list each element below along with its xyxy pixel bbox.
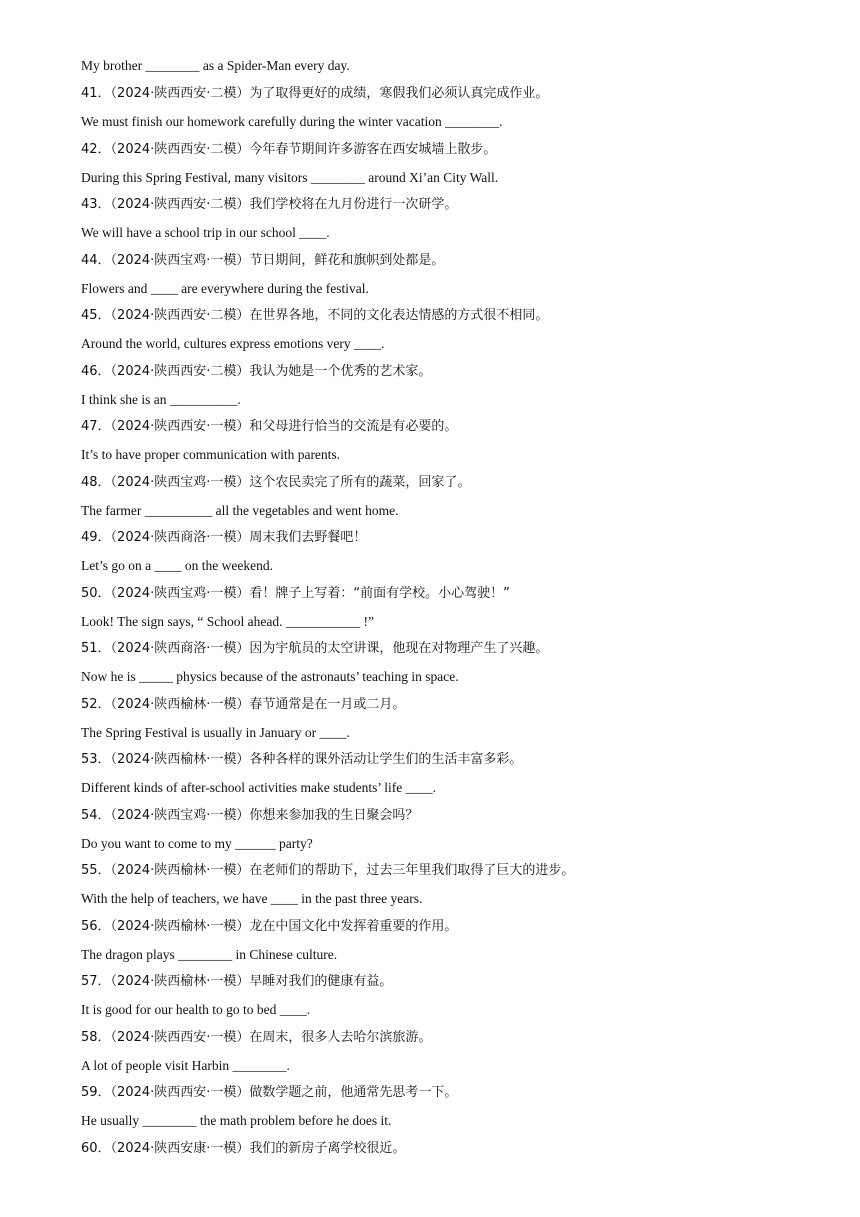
question-47-prompt: 47．（2024·陕西西安·一模）和父母进行恰当的交流是有必要的。 bbox=[81, 419, 458, 434]
question-42-prompt: 42．（2024·陕西西安·二模）今年春节期间许多游客在西安城墙上散步。 bbox=[81, 142, 497, 157]
question-60-prompt: 60．（2024·陕西安康·一模）我们的新房子离学校很近。 bbox=[81, 1141, 406, 1156]
question-52-prompt: 52．（2024·陕西榆林·一模）春节通常是在一月或二月。 bbox=[81, 697, 406, 712]
question-41-prompt: 41．（2024·陕西西安·二模）为了取得更好的成绩，寒假我们必须认真完成作业。 bbox=[81, 86, 549, 101]
english-sentence-52: The Spring Festival is usually in January or ____. bbox=[81, 725, 350, 740]
question-55-prompt: 55．（2024·陕西榆林·一模）在老师们的帮助下，过去三年里我们取得了巨大的进步。 bbox=[81, 863, 575, 878]
english-sentence-58: A lot of people visit Harbin ________. bbox=[81, 1058, 290, 1073]
english-sentence-50: Look! The sign says, “ School ahead. ___________ !” bbox=[81, 614, 374, 629]
english-sentence-43: We will have a school trip in our school ____. bbox=[81, 225, 330, 240]
english-sentence-45: Around the world, cultures express emotions very ____. bbox=[81, 336, 385, 351]
question-43-prompt: 43．（2024·陕西西安·二模）我们学校将在九月份进行一次研学。 bbox=[81, 197, 458, 212]
question-57-prompt: 57．（2024·陕西榆林·一模）早睡对我们的健康有益。 bbox=[81, 974, 393, 989]
question-48-prompt: 48．（2024·陕西宝鸡·一模）这个农民卖完了所有的蔬菜，回家了。 bbox=[81, 475, 471, 490]
question-51-prompt: 51．（2024·陕西商洛·一模）因为宇航员的太空讲课，他现在对物理产生了兴趣。 bbox=[81, 641, 549, 656]
english-sentence-57: It is good for our health to go to bed ____. bbox=[81, 1002, 311, 1017]
english-sentence-55: With the help of teachers, we have ____ in the past three years. bbox=[81, 891, 423, 906]
english-sentence-51: Now he is _____ physics because of the astronauts’ teaching in space. bbox=[81, 669, 459, 684]
question-59-prompt: 59．（2024·陕西西安·一模）做数学题之前，他通常先思考一下。 bbox=[81, 1085, 458, 1100]
question-54-prompt: 54．（2024·陕西宝鸡·一模）你想来参加我的生日聚会吗？ bbox=[81, 808, 419, 823]
english-sentence-40: My brother ________ as a Spider-Man every day. bbox=[81, 58, 350, 73]
question-44-prompt: 44．（2024·陕西宝鸡·一模）节日期间，鲜花和旗帜到处都是。 bbox=[81, 253, 445, 268]
question-49-prompt: 49．（2024·陕西商洛·一模）周末我们去野餐吧！ bbox=[81, 530, 367, 545]
question-58-prompt: 58．（2024·陕西西安·一模）在周末，很多人去哈尔滨旅游。 bbox=[81, 1030, 432, 1045]
english-sentence-41: We must finish our homework carefully during the winter vacation ________. bbox=[81, 114, 503, 129]
question-53-prompt: 53．（2024·陕西榆林·一模）各种各样的课外活动让学生们的生活丰富多彩。 bbox=[81, 752, 523, 767]
english-sentence-59: He usually ________ the math problem before he does it. bbox=[81, 1113, 392, 1128]
question-56-prompt: 56．（2024·陕西榆林·一模）龙在中国文化中发挥着重要的作用。 bbox=[81, 919, 458, 934]
english-sentence-49: Let’s go on a ____ on the weekend. bbox=[81, 558, 273, 573]
english-sentence-44: Flowers and ____ are everywhere during the festival. bbox=[81, 281, 369, 296]
english-sentence-42: During this Spring Festival, many visitors ________ around Xi’an City Wall. bbox=[81, 170, 499, 185]
english-sentence-46: I think she is an __________. bbox=[81, 392, 241, 407]
english-sentence-47: It’s to have proper communication with parents. bbox=[81, 447, 341, 462]
english-sentence-53: Different kinds of after-school activities make students’ life ____. bbox=[81, 780, 437, 795]
question-45-prompt: 45．（2024·陕西西安·二模）在世界各地，不同的文化表达情感的方式很不相同。 bbox=[81, 308, 549, 323]
english-sentence-54: Do you want to come to my ______ party? bbox=[81, 836, 313, 851]
question-46-prompt: 46．（2024·陕西西安·二模）我认为她是一个优秀的艺术家。 bbox=[81, 364, 432, 379]
question-50-prompt: 50．（2024·陕西宝鸡·一模）看！牌子上写着：“前面有学校。小心驾驶！” bbox=[81, 586, 510, 601]
english-sentence-56: The dragon plays ________ in Chinese culture. bbox=[81, 947, 338, 962]
english-sentence-48: The farmer __________ all the vegetables and went home. bbox=[81, 503, 399, 518]
